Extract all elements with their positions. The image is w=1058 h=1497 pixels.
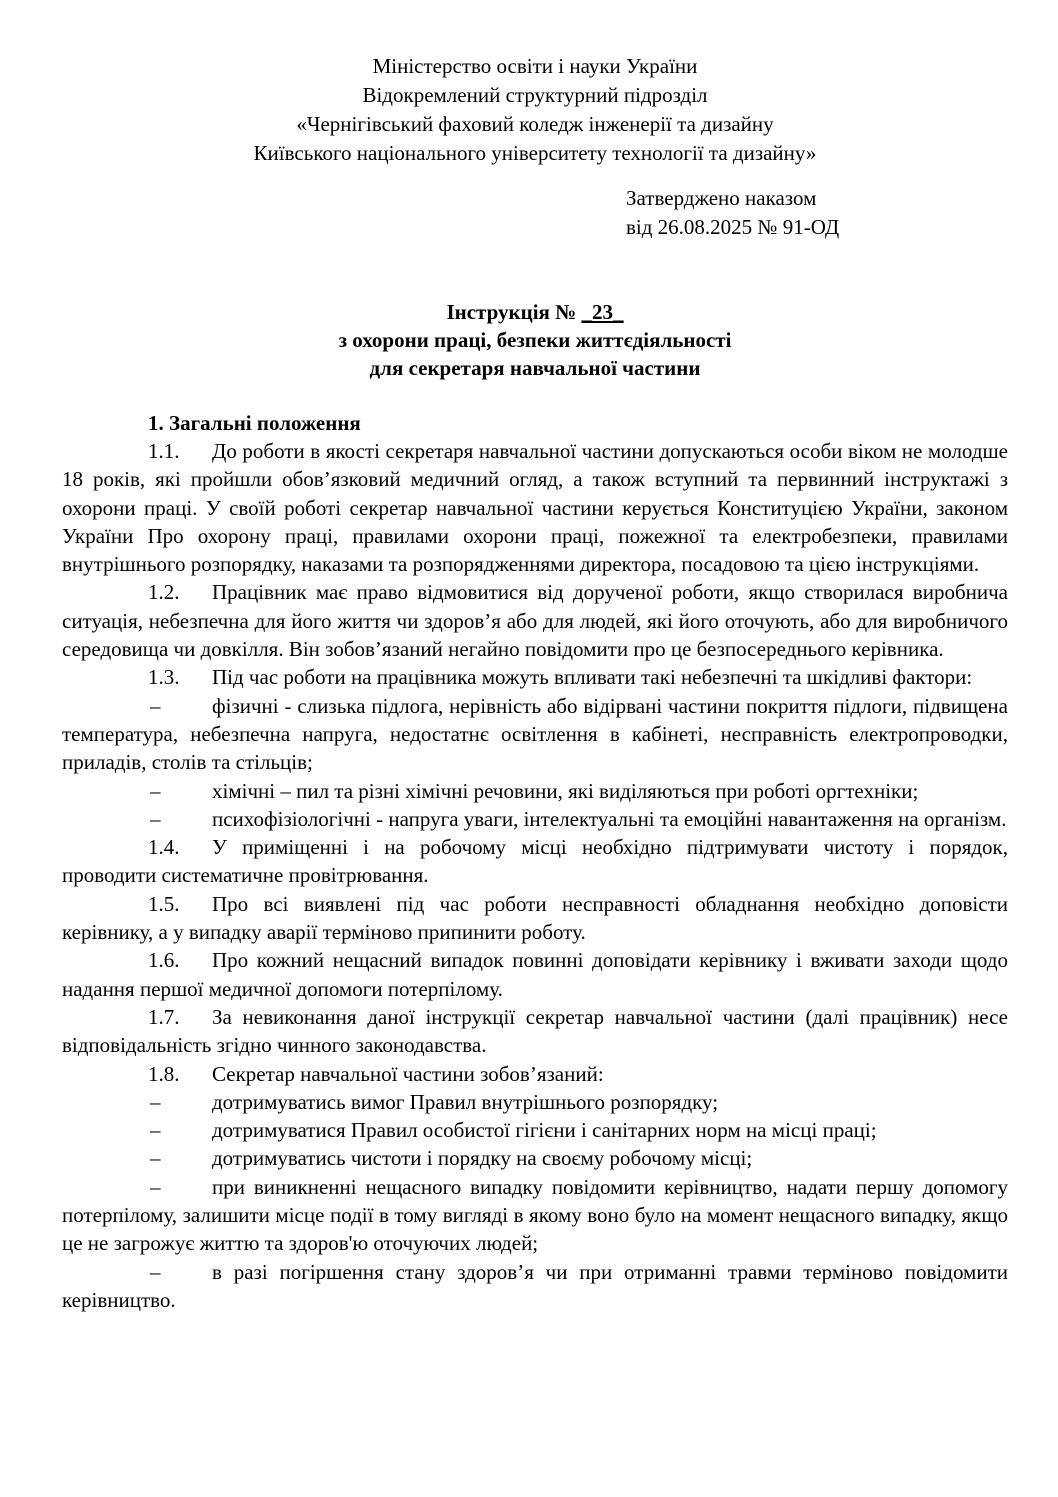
bullet-dash: – [150,1089,161,1114]
bullet-dash: – [150,1146,161,1171]
item-text: За невиконання даної інструкції секретар навчальної частини (далі працівник) несе відповідальність згідно чинного законодавства. [62,1004,1008,1058]
header-line-subdivision: Відокремлений структурний підрозділ [362,83,708,107]
bullet-dash: – [150,1259,161,1284]
item-number: 1.7. [148,1004,180,1029]
document-page [62,52,1008,1314]
duty-health-report [62,1258,1008,1315]
title-line-2: з охорони праці, безпеки життєдіяльності [338,328,732,352]
item-number: 1.4. [148,835,180,860]
paragraph-1-4 [62,833,1008,890]
item-text: Про кожний нещасний випадок повинні доповідати керівнику і вживати заходи щодо надання першої медичної допомоги потерпілому. [62,948,1008,1001]
item-text: при виникненні нещасного випадку повідомити керівництво, надати першу допомогу потерпілому, залишити місце події в тому вигляді в якому воно було на момент нещасного випадку, якщо це не загрожує життю та здоров'ю оточуючих людей; [62,1174,1008,1256]
item-text: дотримуватись вимог Правил внутрішнього розпорядку; [212,1089,719,1114]
institution-header [62,52,1008,168]
bullet-dash: – [150,1174,161,1199]
paragraph-1-5 [62,890,1008,947]
title-line-3: для секретаря навчальної частини [369,356,701,380]
duty-hygiene [62,1116,1008,1144]
paragraph-1-3 [62,663,1008,691]
header-line-college: «Чернігівський фаховий коледж інженерії та дизайну [296,112,774,136]
header-line-university: Київського національного університету технології та дизайну» [253,141,817,165]
approval-line: Затверджено наказом [626,186,817,210]
item-text: Секретар навчальної частини зобов’язаний: [212,1061,604,1086]
instruction-number: _23_ [581,300,624,324]
item-text: У приміщенні і на робочому місці необхідно підтримувати чистоту і порядок, проводити систематичне провітрювання. [62,835,1008,888]
item-number: 1.3. [148,665,180,690]
item-text: дотримуватися Правил особистої гігієни і санітарних норм на місці праці; [212,1118,877,1143]
paragraph-1-2 [62,578,1008,663]
document-title [62,298,1008,382]
item-number: 1.1. [148,439,180,463]
bullet-dash: – [150,1118,161,1143]
item-text: психофізіологічні - напруга уваги, інтелектуальні та емоційні навантаження на організм. [212,806,1007,831]
item-text: До роботи в якості секретаря навчальної частини допускаються особи віком не молодше 18 років, які пройшли обов’язковий медичний огляд, а також вступний та первинний інструктажі з охорони праці. У своїй роботі секретар навчальної частини керується Конституцією України, законом України Про охорону праці, правилами охорони праці, пожежної та електробезпеки, правилами внутрішнього розпорядку, наказами та розпорядженнями директора, посадовою та цією інструкціями. [62,439,1008,577]
approval-block [626,184,1008,242]
title-prefix: Інструкція № [446,300,582,324]
item-text: фізичні - слизька підлога, нерівність або відірвані частини покриття підлоги, підвищена температура, небезпечна напруга, недостатнє освітлення в кабінеті, несправність електропроводки, приладів, столів та стільців; [62,693,1008,775]
paragraph-1-6 [62,946,1008,1003]
paragraph-1-8 [62,1060,1008,1088]
duty-accident-report [62,1173,1008,1258]
bullet-dash: – [150,806,161,831]
section-heading: 1. Загальні положення [148,411,361,435]
item-number: 1.6. [148,948,180,973]
item-number: 1.5. [148,891,180,916]
duty-cleanliness [62,1144,1008,1172]
item-text: дотримуватись чистоти і порядку на своєму робочому місці; [212,1146,753,1171]
item-text: хімічні – пил та різні хімічні речовини, які виділяються при роботі оргтехніки; [212,778,919,803]
bullet-dash: – [150,778,161,803]
item-text: Про всі виявлені під час роботи несправності обладнання необхідно доповісти керівнику, а у випадку аварії терміново припинити роботу. [62,891,1008,945]
duty-internal-rules [62,1088,1008,1116]
item-number: 1.2. [148,580,180,605]
approval-order-date: від 26.08.2025 № 91-ОД [626,215,840,239]
item-text: Під час роботи на працівника можуть впливати такі небезпечні та шкідливі фактори: [212,665,973,690]
factor-physical [62,692,1008,777]
paragraph-1-1 [62,437,1008,578]
bullet-dash: – [150,693,161,718]
factor-chemical [62,777,1008,805]
header-line-ministry: Міністерство освіти і науки України [372,54,698,78]
factor-psychophysiological [62,805,1008,833]
title-line-1 [62,298,1008,326]
item-text: Працівник має право відмовитися від дорученої роботи, якщо створилася виробнича ситуація, небезпечна для його життя чи здоров’я або для людей, які його оточують, або для виробничого середовища чи довкілля. Він зобов’язаний негайно повідомити про це безпосереднього керівника. [62,580,1008,662]
item-text: в разі погіршення стану здоров’я чи при отриманні травми терміново повідомити керівництво. [62,1259,1008,1312]
paragraph-1-7 [62,1003,1008,1060]
item-number: 1.8. [148,1061,180,1086]
